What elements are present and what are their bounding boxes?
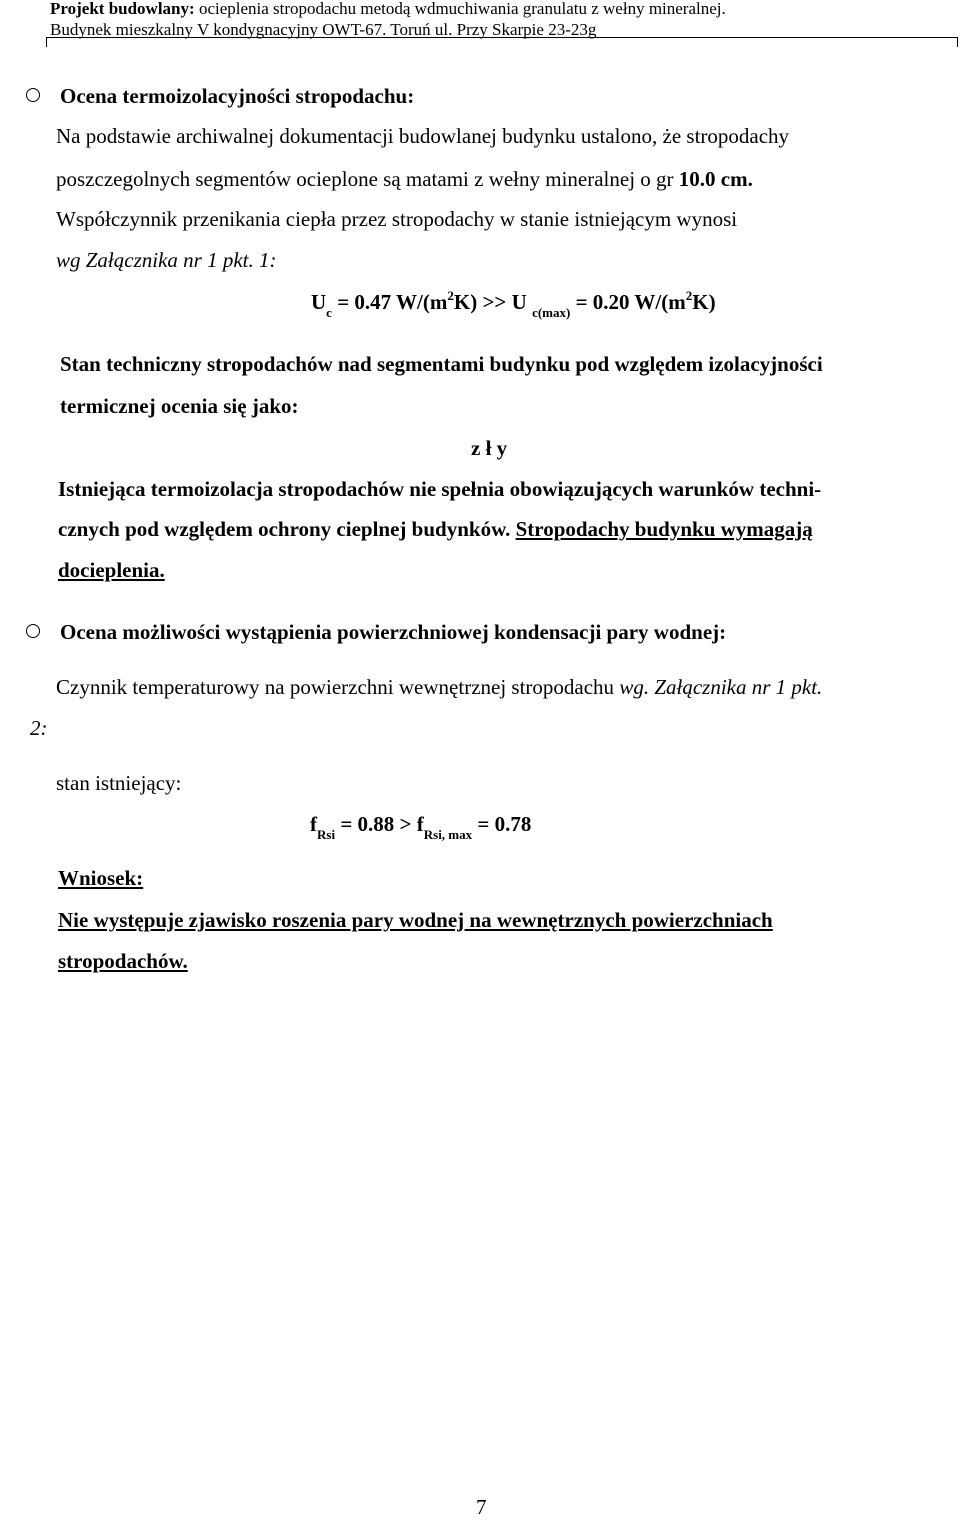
conclusion-line: cznych pod względem ochrony cieplnej budynków. Stropodachy budynku wymagają [58,517,813,541]
state-assessment-line: termicznej ocenia się jako: [60,394,299,418]
header-rule [46,37,958,38]
section1-paragraph-line: wg Załącznika nr 1 pkt. 1: [56,248,277,272]
state-existing-label: stan istniejący: [56,771,182,795]
header-rule-left [46,37,47,47]
bullet-circle-icon [26,88,40,102]
formula-u-values: $U_c = 0.47$ $W/(m^2K) >> U$ $_{c(max)}$ = 0.20 $W/(m^2K)$ [311,288,716,320]
header-line-2: Budynek mieszkalny V kondygnacyjny OWT-67. Toruń ul. Przy Skarpie 23-23g [50,20,597,39]
conclusion-requirement: Stropodachy budynku wymagają [515,517,813,541]
wniosek-line: Nie występuje zjawisko roszenia pary wodnej na wewnętrznych powierzchniach [58,908,773,932]
section1-paragraph-line: Na podstawie archiwalnej dokumentacji budowlanej budynku ustalono, że stropodachy [56,124,790,148]
formula-f-values: $f_{Rsi} = 0.88 > f_{Rsi, max} = 0.78$ [310,812,532,842]
verdict: z ł y [471,436,508,460]
header-line-1 [50,0,726,19]
header-title: ocieplenia stropodachu metodą wdmuchiwania granulatu z wełny mineralnej. [198,0,726,18]
wniosek-label: Wniosek: [58,866,144,890]
header-label: Projekt budowlany: [50,0,195,18]
insulation-thickness: 10.0 cm. [678,167,753,191]
section2-paragraph-line: Czynnik temperaturowy na powierzchni wewnętrznej stropodachu wg. Załącznika nr 1 pkt. [56,675,823,699]
section2-paragraph-line: 2: [30,716,48,740]
state-assessment-line: Stan techniczny stropodachów nad segmentami budynku pod względem izolacyjności [60,352,823,376]
section1-heading: Ocena termoizolacyjności stropodachu: [60,84,415,108]
conclusion-requirement-end: docieplenia. [58,558,165,582]
conclusion-line: Istniejąca termoizolacja stropodachów nie spełnia obowiązujących warunków techni- [58,477,822,501]
section1-paragraph-line: Współczynnik przenikania ciepła przez stropodachy w stanie istniejącym wynosi [56,207,738,231]
header-rule-right [957,37,958,47]
wniosek-line: stropodachów. [58,949,188,973]
page-number: 7 [476,1495,487,1519]
bullet-circle-icon [26,624,40,638]
section1-paragraph-line: poszczegolnych segmentów ocieplone są matami z wełny mineralnej o gr 10.0 cm. [56,167,753,191]
section2-heading: Ocena możliwości wystąpienia powierzchniowej kondensacji pary wodnej: [60,620,727,644]
